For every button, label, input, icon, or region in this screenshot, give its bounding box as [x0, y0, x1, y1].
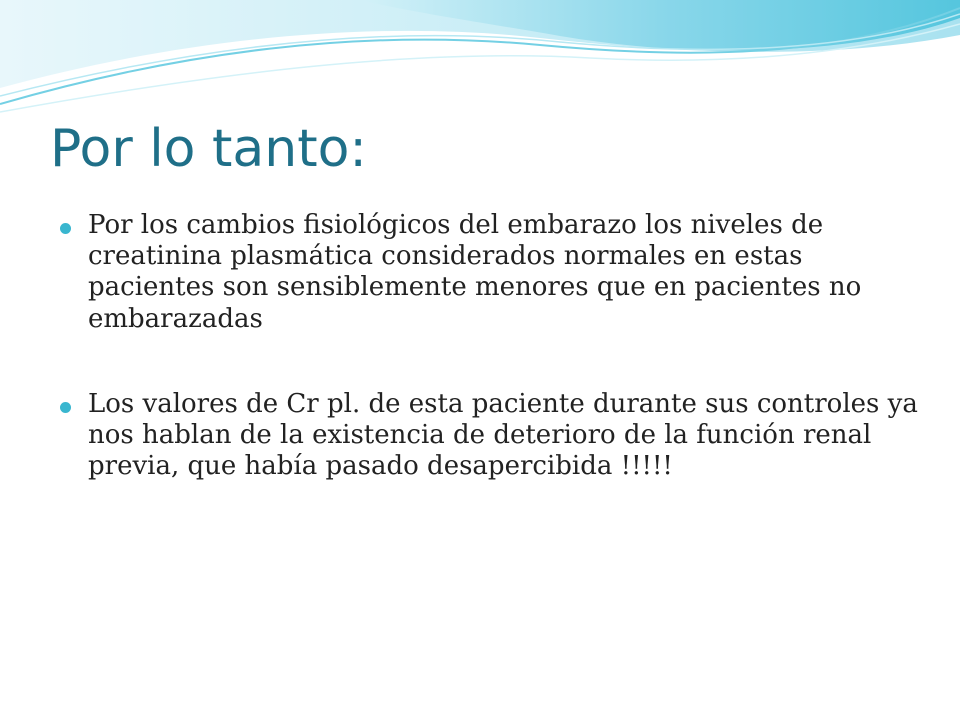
bullet-dot-icon — [60, 402, 71, 413]
bullet-text: Por los cambios fisiológicos del embarazo los niveles de creatinina plasmática considerados normales en estas pacientes son sensiblemente menores que en pacientes no embarazadas — [88, 210, 862, 334]
wave-header-decoration — [0, 0, 960, 120]
bullet-list — [60, 210, 920, 482]
bullet-dot-icon — [60, 223, 71, 234]
bullet-item — [60, 210, 920, 335]
bullet-item — [60, 389, 920, 483]
slide-title: Por lo tanto: — [50, 119, 367, 179]
bullet-text: Los valores de Cr pl. de esta paciente durante sus controles ya nos hablan de la existencia de deterioro de la función renal previa, que había pasado desapercibida !!!!! — [88, 388, 918, 482]
